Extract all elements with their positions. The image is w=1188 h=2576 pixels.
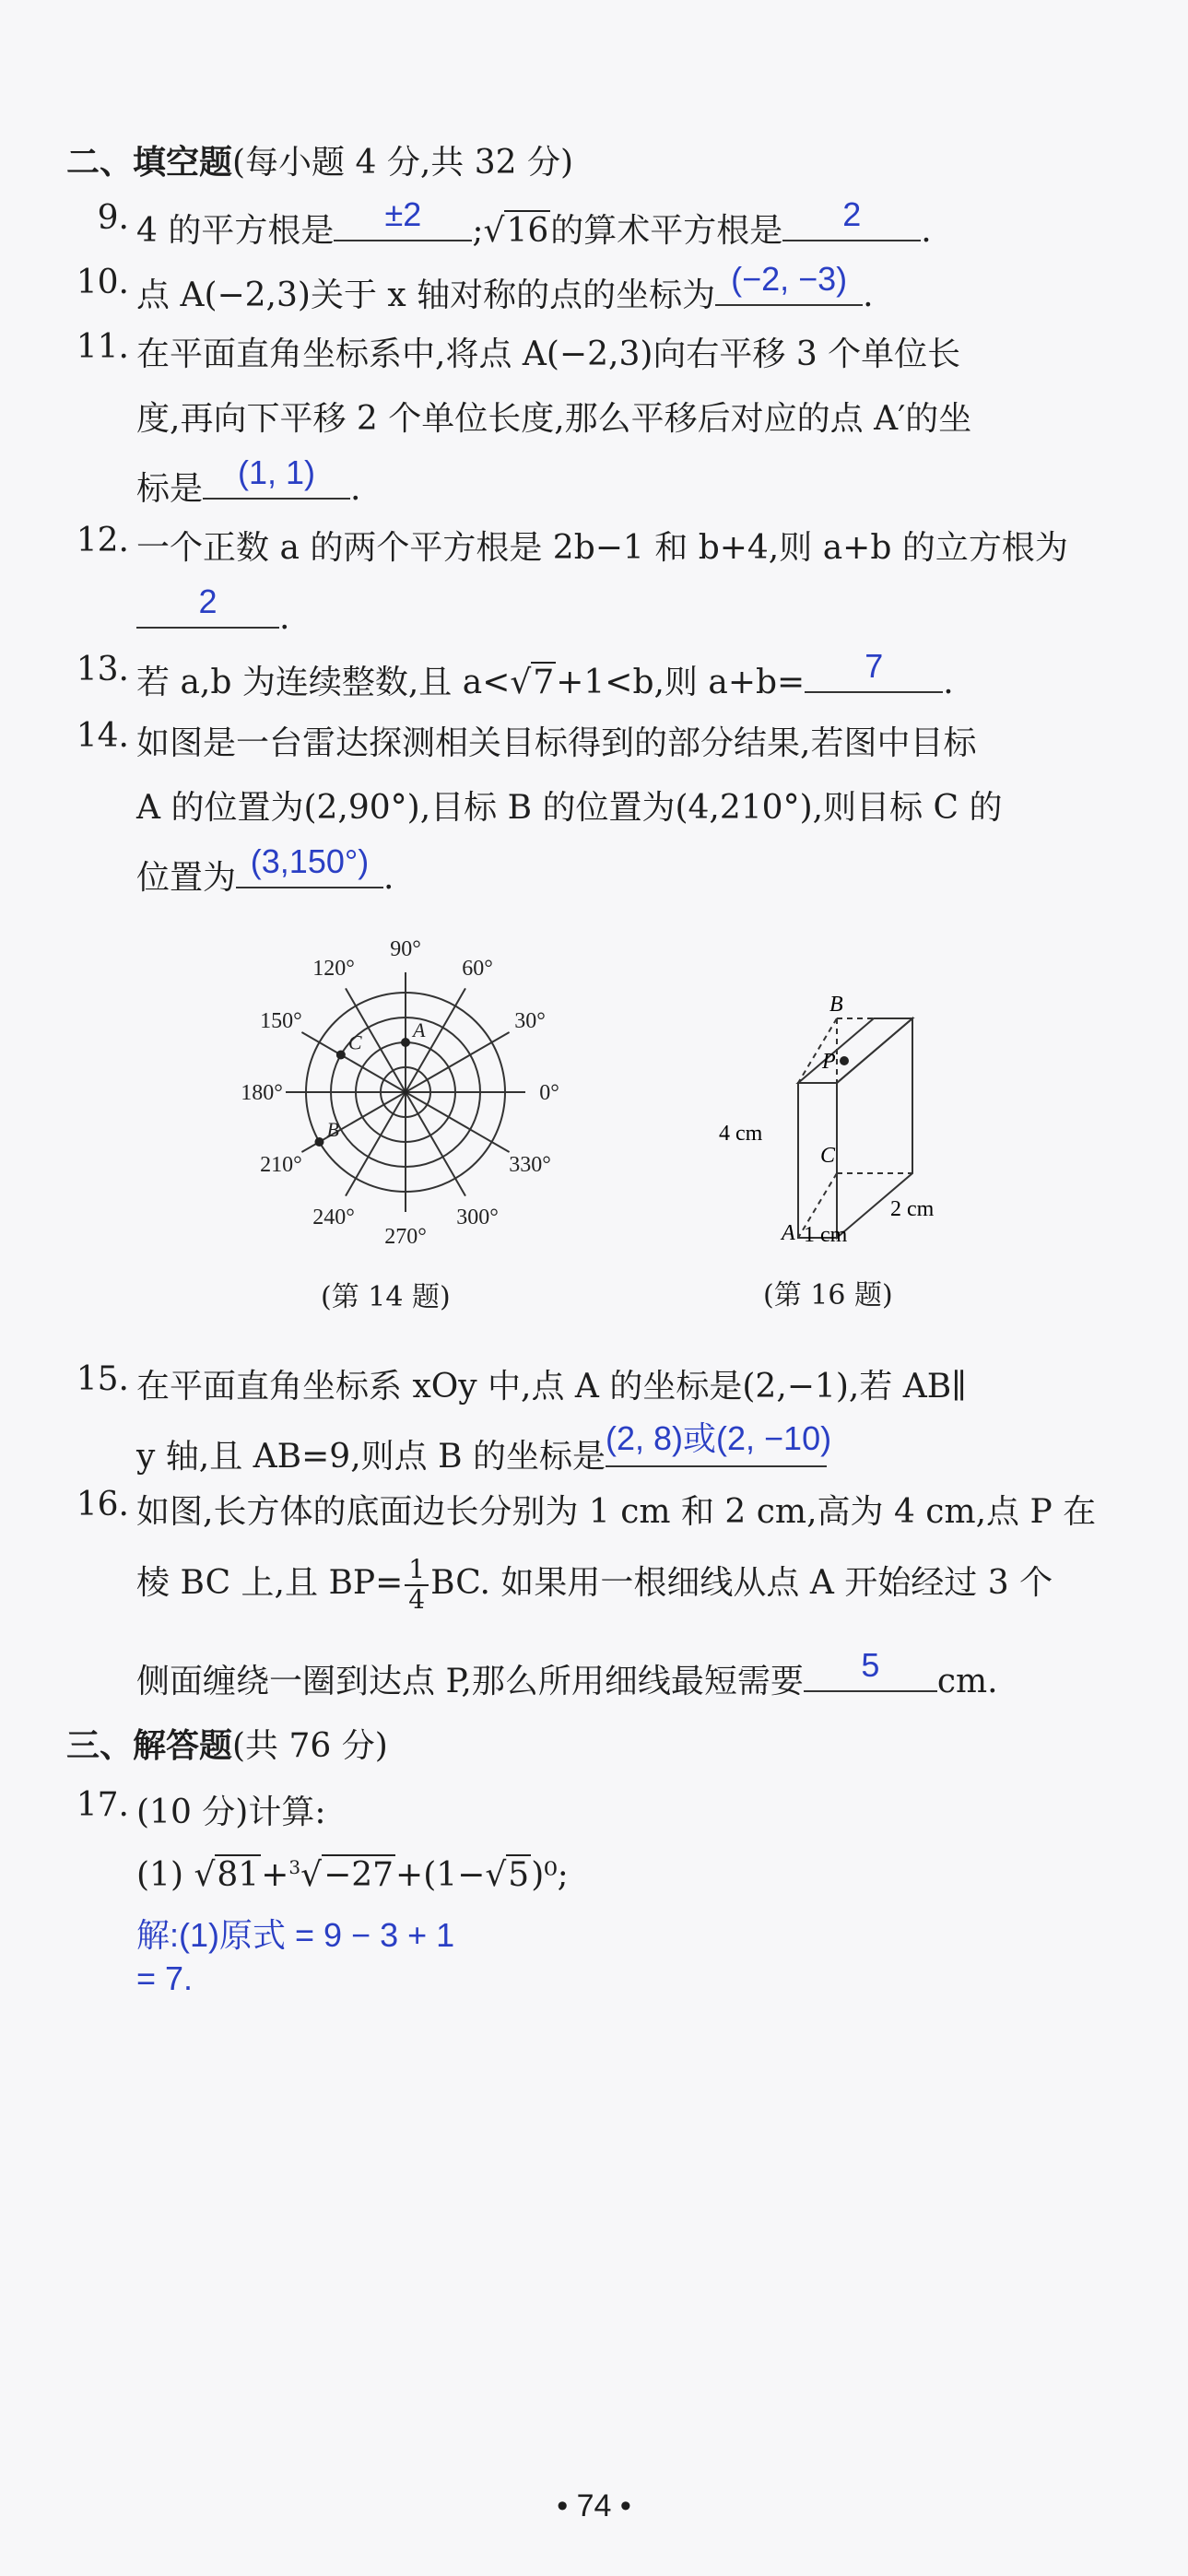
label-b: B xyxy=(829,993,843,1017)
q9-answer-blank-2 xyxy=(782,195,921,241)
label-p: P xyxy=(822,1050,836,1074)
q11-line-3: 标是 xyxy=(136,470,204,508)
period: . xyxy=(921,212,932,250)
q16-unit: cm. xyxy=(936,1663,998,1700)
q14-line-1: 如图是一台雷达探测相关目标得到的部分结果,若图中目标 xyxy=(136,724,977,762)
target-point-a xyxy=(401,1038,410,1047)
q9-answer-2: 2 xyxy=(842,195,862,233)
angle-label: 0° xyxy=(539,1081,559,1105)
q9-text-1: 4 的平方根是 xyxy=(136,212,335,250)
question-number: 17. xyxy=(76,1786,129,1824)
q14-answer-blank xyxy=(236,842,383,888)
section-3-header xyxy=(66,1720,388,1767)
plus-sign: + xyxy=(261,1856,289,1894)
q15-answer-blank xyxy=(605,1419,832,1467)
q13-text-1: 若 a,b 为连续整数,且 a< xyxy=(136,664,511,701)
expr-rest: +(1− xyxy=(395,1856,486,1894)
q17-text: (10 分)计算: xyxy=(136,1794,326,1831)
target-label-c: C xyxy=(347,1030,362,1054)
q12-line-1: 一个正数 a 的两个平方根是 2b−1 和 b+4,则 a+b 的立方根为 xyxy=(136,529,1068,567)
q14-line-3: 位置为 xyxy=(136,859,237,897)
angle-label: 300° xyxy=(456,1206,499,1230)
q17-solution-line-1: 解:(1)原式 = 9 − 3 + 1 xyxy=(136,1916,455,1954)
q16-line-2b: BC. 如果用一根细线从点 A 开始经过 3 个 xyxy=(430,1563,1053,1602)
target-point-c xyxy=(336,1051,346,1060)
q13-answer: 7 xyxy=(865,647,884,685)
radicand-5: 5 xyxy=(508,1856,530,1894)
q14-answer: (3,150°) xyxy=(250,842,370,880)
q16-line-1: 如图,长方体的底面边长分别为 1 cm 和 2 cm,高为 4 cm,点 P 在 xyxy=(136,1493,1097,1531)
q12-answer: 2 xyxy=(198,582,218,620)
figure-16-cuboid xyxy=(719,991,959,1249)
q13-text-2: +1<b,则 a+b= xyxy=(556,664,806,701)
q16-line-3: 侧面缠绕一圈到达点 P,那么所用细线最短需要 xyxy=(136,1663,804,1700)
q11-line-1: 在平面直角坐标系中,将点 A(−2,3)向右平移 3 个单位长 xyxy=(136,335,961,373)
radicand-neg27: −27 xyxy=(323,1856,394,1894)
q10-text: 点 A(−2,3)关于 x 轴对称的点的坐标为 xyxy=(136,276,716,314)
target-label-b: B xyxy=(326,1118,339,1141)
q10-answer: (−2, −3) xyxy=(731,260,848,298)
angle-label: 30° xyxy=(514,1009,546,1033)
figure-14-caption: (第 14 题) xyxy=(321,1281,451,1313)
label-height: 4 cm xyxy=(719,1122,763,1146)
q13-radicand: 7 xyxy=(533,664,555,701)
question-number: 12. xyxy=(76,522,129,559)
q16-answer-blank xyxy=(804,1646,937,1692)
cube-root-index: 3 xyxy=(288,1856,301,1878)
angle-label: 210° xyxy=(260,1153,302,1177)
radicand-81: 81 xyxy=(217,1856,260,1894)
label-width: 1 cm xyxy=(804,1223,848,1247)
angle-label: 60° xyxy=(462,956,493,981)
label-c: C xyxy=(820,1144,836,1168)
q10-answer-blank xyxy=(715,260,863,306)
part-label: (1) xyxy=(136,1856,183,1894)
angle-label: 330° xyxy=(509,1153,551,1177)
angle-label: 180° xyxy=(241,1081,283,1105)
angle-label: 240° xyxy=(312,1206,355,1230)
period: . xyxy=(350,470,361,508)
radar-ray xyxy=(346,1092,406,1196)
section-3-title: 三、解答题 xyxy=(66,1727,233,1765)
page-number: • 74 • xyxy=(557,2488,631,2523)
angle-label: 120° xyxy=(312,956,355,981)
radar-center xyxy=(403,1089,408,1095)
q17-part-1: (1) √81+$^3$√−27+(1−√5)⁰; xyxy=(136,1856,569,1894)
radar-ray xyxy=(406,1092,510,1152)
figure-16-caption: (第 16 题) xyxy=(763,1279,893,1312)
radar-ray xyxy=(406,1092,465,1196)
q11-line-2: 度,再向下平移 2 个单位长度,那么平移后对应的点 A′的坐 xyxy=(136,400,972,438)
cuboid-top-face xyxy=(798,1018,912,1083)
q11-answer-blank xyxy=(203,453,350,500)
period: . xyxy=(383,859,394,897)
q15-line-2: y 轴,且 AB=9,则点 B 的坐标是 xyxy=(136,1438,606,1476)
figure-14-radar xyxy=(212,931,599,1272)
q16-line-2a: 棱 BC 上,且 BP= xyxy=(136,1563,404,1602)
fraction-numerator: 1 xyxy=(405,1556,429,1586)
angle-label: 270° xyxy=(384,1225,427,1249)
angle-label: 90° xyxy=(390,937,421,961)
q12-answer-blank xyxy=(136,582,279,629)
question-number: 10. xyxy=(76,264,129,301)
label-a: A xyxy=(782,1221,795,1245)
q16-answer: 5 xyxy=(861,1646,880,1684)
period: . xyxy=(943,664,954,701)
q9-semicolon: ; xyxy=(472,212,484,250)
q11-answer: (1, 1) xyxy=(238,453,316,491)
q9-text-2: 的算术平方根是 xyxy=(550,212,783,250)
q15-line-1: 在平面直角坐标系 xOy 中,点 A 的坐标是(2,−1),若 AB∥ xyxy=(136,1368,967,1406)
point-p xyxy=(840,1056,849,1065)
q16-fraction xyxy=(405,1556,429,1615)
question-number: 13. xyxy=(76,651,129,688)
q9-answer-blank-1 xyxy=(334,195,472,241)
q9-answer-1: ±2 xyxy=(384,195,422,233)
question-number: 11. xyxy=(76,328,129,366)
question-number: 9. xyxy=(97,199,129,237)
section-2-header xyxy=(66,136,573,183)
q15-answer: (2, 8)或(2, −10) xyxy=(605,1419,832,1457)
period: . xyxy=(863,276,874,314)
target-label-a: A xyxy=(413,1018,426,1041)
section-3-note: (共 76 分) xyxy=(232,1727,388,1765)
period: . xyxy=(279,599,290,637)
q17-solution-line-2: = 7. xyxy=(136,1959,194,1997)
angle-label: 150° xyxy=(260,1009,302,1033)
question-number: 16. xyxy=(76,1486,129,1523)
q14-line-2: A 的位置为(2,90°),目标 B 的位置为(4,210°),则目标 C 的 xyxy=(136,789,1003,827)
section-2-title: 二、填空题 xyxy=(66,144,233,182)
target-point-b xyxy=(314,1137,323,1147)
fraction-denominator: 4 xyxy=(408,1583,426,1615)
q13-answer-blank xyxy=(805,647,943,693)
question-number: 14. xyxy=(76,717,129,755)
question-number: 15. xyxy=(76,1360,129,1398)
section-2-note: (每小题 4 分,共 32 分) xyxy=(232,144,574,182)
label-depth: 2 cm xyxy=(890,1197,935,1221)
q9-radicand: 16 xyxy=(506,212,549,250)
expr-tail: )⁰; xyxy=(531,1856,569,1894)
